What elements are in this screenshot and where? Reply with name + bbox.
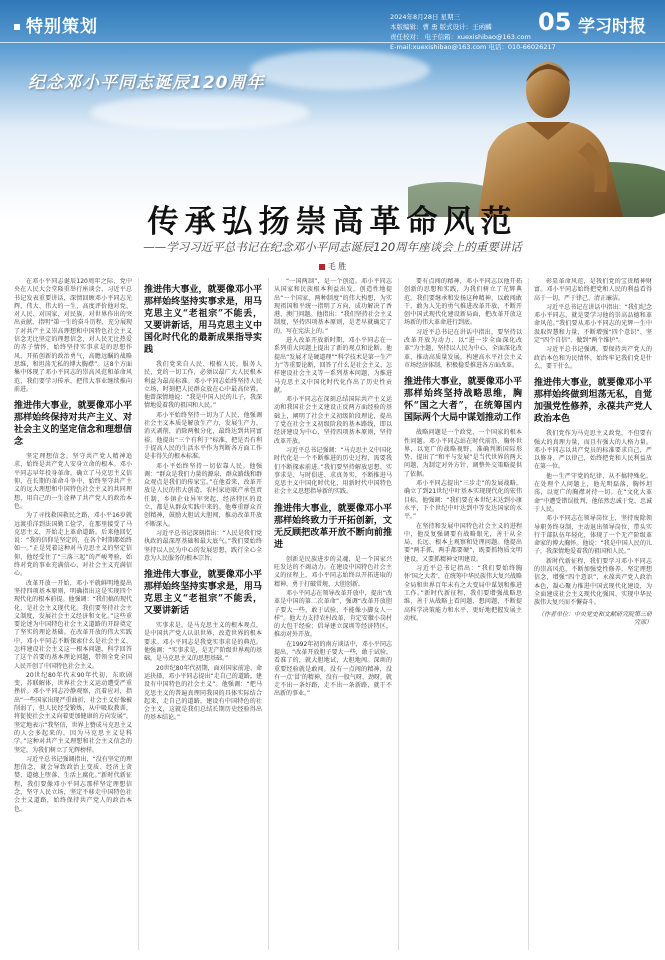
paragraph: 彰显革命风范，是我们党的宝贵精神财富。邓小平同志始终把党和人民的利益看得高于一切，严于律己、清正廉洁。 <box>534 278 652 302</box>
paragraph: 20世纪80年代初期，面对国家前途、命运抉择，邓小平同志提出“走自己的道路，建设有中国特色的社会主义”。他强调：“把马克思主义的普遍真理同我国的具体实际结合起来，走自己的道路，建设有中国特色的社会主义，这就是我们总结长期历史经验得出的基本结论。” <box>144 664 262 722</box>
column-3 <box>274 278 392 950</box>
paragraph: 战略问题是一个政党、一个国家的根本性问题。邓小平同志站在时代前沿、胸怀世界，以宽广的战略视野，准确判断国际形势，提出了“和平与发展”是当代世界的两大问题，为制定对外方针、调整外交策略提供了依据。 <box>404 429 522 478</box>
paragraph: “一国两制”，是一个创造。邓小平同志从国家和民族根本利益出发，创造性地提出“一个国家，两种制度”的伟大构想，为实现祖国和平统一指明了方向，成功解决了香港、澳门问题。他指出：“我们坚持社会主义制度，坚持四项基本原则，是老早就确定了的，写在宪法上的。” <box>274 278 392 335</box>
paragraph: 他一生严守党的纪律，从不搞特殊化。在处理个人问题上，他光明磊落，胸怀坦荡，以宽广的胸襟对待一切。在“文化大革命”中遭受错误批判，他依然忠诚于党、忠诚于人民。 <box>534 472 652 513</box>
article-byline: 毛 胜 <box>327 262 347 271</box>
paragraph: 在坚持和发展中国特色社会主义的进程中，他反复强调要有战略眼光，善于从全局、长远、根本上观察和处理问题。他提出要“两手抓、两手都要硬”，既要抓物质文明建设，又要抓精神文明建设。 <box>404 522 522 563</box>
paragraph: 在1992年初的南方谈话中，邓小平同志提出，“改革开放胆子要大一些，敢于试验，看准了的，就大胆地试，大胆地闯。深圳的重要经验就是敢闯。没有一点闯的精神，没有一点‘冒’的精神，没有一股气呀、劲呀，就走不出一条好路，走不出一条新路，就干不出新的事业。” <box>274 640 392 698</box>
paragraph: 创新是民族进步的灵魂，是一个国家兴旺发达的不竭动力。在建设中国特色社会主义的征程上，邓小平同志始终以开拓进取的精神，勇于打破常规、大胆创新。 <box>274 555 392 588</box>
paragraph: 我们党作为马克思主义政党，不但要有强大的真理力量，而且有强大的人格力量。邓小平同志以共产党员的标准要求自己，严以修身、严以律己，始终把党和人民利益放在第一位。 <box>534 430 652 471</box>
article-body <box>14 278 654 950</box>
section-heading: 推进伟大事业，就要像邓小平那样始终致力于开拓创新，文无反顾把改革开放不断向前推进 <box>274 503 392 550</box>
paragraph: 邓小平同志在深刻总结国际共产主义运动和我国社会主义建设正反两方面经验的基础上，阐明了社会主义初级阶段理论，提出了党在社会主义初级阶段的基本路线，即以经济建设为中心，坚持四项基本原则，坚持改革开放。 <box>274 396 392 445</box>
paragraph: 坚定理想信念，坚守共产党人精神追求，始终是共产党人安身立命的根本。邓小平同志早年投身革命，确立了马克思主义信仰，在长期的革命斗争中，始终坚守共产主义的远大理想和中国特色社会主义的共同理想，用自己的一生诠释了共产党人的政治本色。 <box>14 453 132 510</box>
paragraph: 习近平总书记强调指出，“没有坚定的理想信念，就会导致政治上变质、经济上贪婪、道德上堕落、生活上腐化。”新时代新征程，我们要像邓小平同志那样坚定理想信念，坚守人民立场，坚定不移走中国特色社会主义道路，始终保持共产党人的政治本色。 <box>14 755 132 813</box>
paragraph: 邓小平始终坚持一切依靠人民。他强调：“群众是我们力量的源泉，群众路线和群众观点是我们的传家宝。”在他看来，改革开放是人民的伟大创造，农村家庭联产承包责任制、乡镇企业异军突起、经济特区的设立，都是从群众实践中来的。他尊重群众首创精神，鼓励大胆试大胆闯，推动改革开放不断深入。 <box>144 462 262 528</box>
column-2 <box>144 278 262 950</box>
paragraph: 20世纪80年代末90年代初，东欧剧变，苏联解体，世界社会主义运动遭受严重挫折。邓小平同志冷静观察，沉着应对，指出“一些国家出现严重曲折，社会主义好像被削弱了，但人民经受锻炼，从中吸取教训，将促使社会主义向着更加健康的方向发展”，坚定地表示“我坚信，世界上赞成马克思主义的人会多起来的，因为马克思主义是科学。”这种对共产主义理想和社会主义信念的坚定，为我们树立了光辉榜样。 <box>14 671 132 754</box>
paragraph: 我们党来自人民、根植人民，服务人民，党的一切工作，必须以最广大人民根本利益为最高标准。邓小平同志始终坚持人民立场，时刻把人民群众放在心中最高位置。他曾深情地说：“我是中国人民的儿子，我深情地爱着我的祖国和人民。” <box>144 361 262 410</box>
column-4 <box>404 278 522 950</box>
article-subheadline: ——学习习近平总书记在纪念邓小平同志诞辰120周年座谈会上的重要讲话 <box>143 240 522 254</box>
cloud-decoration <box>90 95 310 130</box>
paragraph: 邓小平同志提出“三步走”的发展战略，确立了到21世纪中叶基本实现现代化的宏伟目标。他强调：“我们要在本世纪末达到小康水平，下个世纪中叶达到中等发达国家的水平。” <box>404 480 522 521</box>
email-line: E-mail:xuexishibao@163.com 电话：010-66026217 <box>390 43 556 51</box>
column-5 <box>534 278 652 950</box>
paragraph: 习近平总书记在讲话中指出：“我们纪念邓小平同志，就是要学习他的崇高品德和革命风范。”我们要从邓小平同志的光辉一生中汲取智慧和力量，不断增强“四个意识”、坚定“四个自信”、做到“两个维护”。 <box>534 303 652 345</box>
paragraph: 为了寻找救国救民之路，邓小平16岁就远渡重洋到法国勤工俭学，在那里接受了马克思主义，开始走上革命道路。后来他回忆说：“我的信仰是坚定的，在各个时期都始终如一。”正是凭着这种对马克思主义的坚定信仰，他经受住了“三落三起”的严峻考验，始终对党的事业充满信心，对社会主义充满信心。 <box>14 512 132 578</box>
section-heading: 推进伟大事业，就要像邓小平那样始终坚持实事求是，用马克思主义“老祖宗”不能丢，又要讲新话 <box>144 570 262 617</box>
article-byline-wrap <box>0 261 665 272</box>
paragraph: 习近平总书记深刻指出：“人民是我们党执政的最深厚基础和最大底气。”我们要始终坚持以人民为中心的发展思想，践行全心全意为人民服务的根本宗旨。 <box>144 529 262 562</box>
proof-line: 责任校对： 电子信箱：xuexishibao@163.com <box>390 33 531 41</box>
paragraph: 习近平总书记指出：“我们要始终胸怀‘国之大者’，在统筹中华民族伟大复兴战略全局和世界百年未有之大变局中谋划和推进工作。”新时代新征程，我们要增强战略思维，善于从战略上看问题、想问题，不断提高科学决策能力和水平，更好地把握发展主动权。 <box>404 565 522 622</box>
column-divider <box>398 278 399 950</box>
paragraph: 邓小平同志在领导岗位上，坚持废除领导职务终身制，主动退出领导岗位，带头实行干部队伍年轻化，体现了一个无产阶级革命家的博大胸怀。他说：“我是中国人民的儿子，我深情地爱着我的祖国和人民。” <box>534 515 652 556</box>
paragraph: 实事求是，是马克思主义的根本观点，是中国共产党人认识世界、改造世界的根本要求。邓小平同志是我党实事求是的典范。他强调：“实事求是，是无产阶级世界观的基础，是马克思主义的思想基础。” <box>144 622 262 663</box>
editor-line: 本版编辑：曹 勇 版式设计：王函麟 <box>390 23 492 31</box>
paragraph: 习近平总书记强调：“马克思主义中国化时代化是一个不断推进的历史过程，需要我们不断探索前进。”我们要坚持解放思想、实事求是、与时俱进、求真务实，不断推进马克思主义中国化时代化，用新时代中国特色社会主义思想指导新的实践。 <box>274 446 392 496</box>
paragraph: 要有点闯的精神，邓小平同志以他开拓创新的思想和实践，为我们树立了光辉典范。我们要继承和发扬这种精神，以敢闯敢干、敢为人先的勇气推进改革开放，不断开创中国式现代化建设新局面，把改革开放这场新的伟大革命进行到底。 <box>404 278 522 327</box>
section-heading: 推进伟大事业，就要像邓小平那样始终坚持战略思维，胸怀“国之大者”，在统筹国内国际两个大局中谋划推动工作 <box>404 377 522 424</box>
section-label: 特别策划 <box>14 12 98 37</box>
section-heading: 推进伟大事业，就要像邓小平那样始终做到坦荡无私，自觉加强党性修养，永葆共产党人政治本色 <box>534 378 652 425</box>
paragraph: 在邓小平同志诞辰120周年之际，党中央在人民大会堂隆重举行座谈会，习近平总书记发表重要讲话，深情回顾邓小平同志光辉、伟大、伟大的一生，高度评价他对党、对人民、对国家、对民族、对世界作出的突出贡献，指明“第一生的奋斗历程，充分展现了对共产主义崇高理想和中国特色社会主义信念无比坚定的理想信念，对人民无比热爱的赤子情怀，始终坚持实事求是的思想作风、开拓创新的政治勇气，高瞻远瞩的战略思维，和坦荡无私的博大胸襟”。这8个方面集中体现了邓小平同志的崇高风范和革命风范，我们要学习传承，把伟大事业继续推向前进。 <box>14 278 132 393</box>
author-affiliation: （作者单位：中央党史和文献研究院第三研究部） <box>537 610 652 626</box>
section-heading: 推进伟大事业，就要像邓小平那样始终坚持实事求是，用马克思主义“老祖宗”不能丢，又要讲新话，用马克思主义中国化时代化的最新成果指导实践 <box>144 285 262 355</box>
column-1 <box>14 278 132 950</box>
theme-banner-title: 纪念邓小平同志诞辰120周年 <box>28 73 265 93</box>
paragraph: 习近平总书记在讲话中指出，要坚持以改革开放为动力，以“进一步全面深化改革”为主题，坚持以人民为中心，全面深化改革，推动高质量发展，构建高水平社会主义市场经济体制，积极稳妥推进各方面改革。 <box>404 328 522 369</box>
paragraph: 进入改革开放新时期，邓小平同志在一系列重大问题上提出了新的观点和论断。他提出“发展才是硬道理”“科学技术是第一生产力”等重要论断，回答了什么是社会主义、怎样建设社会主义等一系列基本问题，为推进马克思主义中国化时代化作出了历史性贡献。 <box>274 337 392 394</box>
date-line: 2024年8月28日 星期三 <box>390 13 461 21</box>
paragraph: 习近平总书记强调，要保持共产党人的政治本色和为民情怀，始终牢记我们党是什么、要干什么。 <box>534 346 652 370</box>
page-number: 05 <box>538 8 572 36</box>
section-heading: 推进伟大事业，就要像邓小平那样始终保持对共产主义、对社会主义的坚定信念和理想信念 <box>14 401 132 448</box>
column-divider <box>138 278 139 950</box>
column-divider <box>528 278 529 950</box>
paper-name-logo: 学习时报 <box>578 17 646 37</box>
column-divider <box>268 278 269 950</box>
article-headline: 传承弘扬崇高革命风范 <box>147 204 518 240</box>
cloud-decoration <box>250 50 430 90</box>
paragraph: 新时代新征程，我们要学习邓小平同志的崇高风范，不断加强党性修养，坚定理想信念，增强“四个意识”，永葆共产党人政治本色，凝心聚力推进中国式现代化建设，为全面建成社会主义现代化强国、实现中华民族伟大复兴而不懈奋斗。 <box>534 557 652 607</box>
statue-illustration <box>408 32 665 217</box>
paragraph: 邓小平始终坚持一切为了人民，他强调社会主义本质是解放生产力，发展生产力，消灭剥削，消除两极分化，最终达到共同富裕。他提出“三个有利于”标准，把是否有利于提高人民的生活水平作为判断各方面工作是非得失的根本标准。 <box>144 411 262 461</box>
paragraph: 改革开放一开始，邓小平就鲜明地提出坚持四项基本原则，明确指出这是实现四个现代化的根本前提。他强调：“我们搞的现代化，是社会主义现代化。我们要坚持社会主义制度，发展社会主义经济和文化。”这些重要论述为中国特色社会主义道路的开辟奠定了坚实的理论基础。在改革开放的伟大实践中，邓小平同志不断探索什么是社会主义、怎样建设社会主义这一根本问题，科学回答了这个首要的基本理论问题，带领全党全国人民开创了中国特色社会主义。 <box>14 579 132 670</box>
paragraph: 邓小平同志在领导改革开放中，提出“改革是中国的第二次革命”，强调“改革开放胆子要大一些，敢于试验，不能像小脚女人一样”。他大力支持农村改革，肯定安徽小岗村的大包干经验；倡导建立深圳等经济特区，推动对外开放。 <box>274 589 392 639</box>
byline-marker <box>319 264 325 270</box>
